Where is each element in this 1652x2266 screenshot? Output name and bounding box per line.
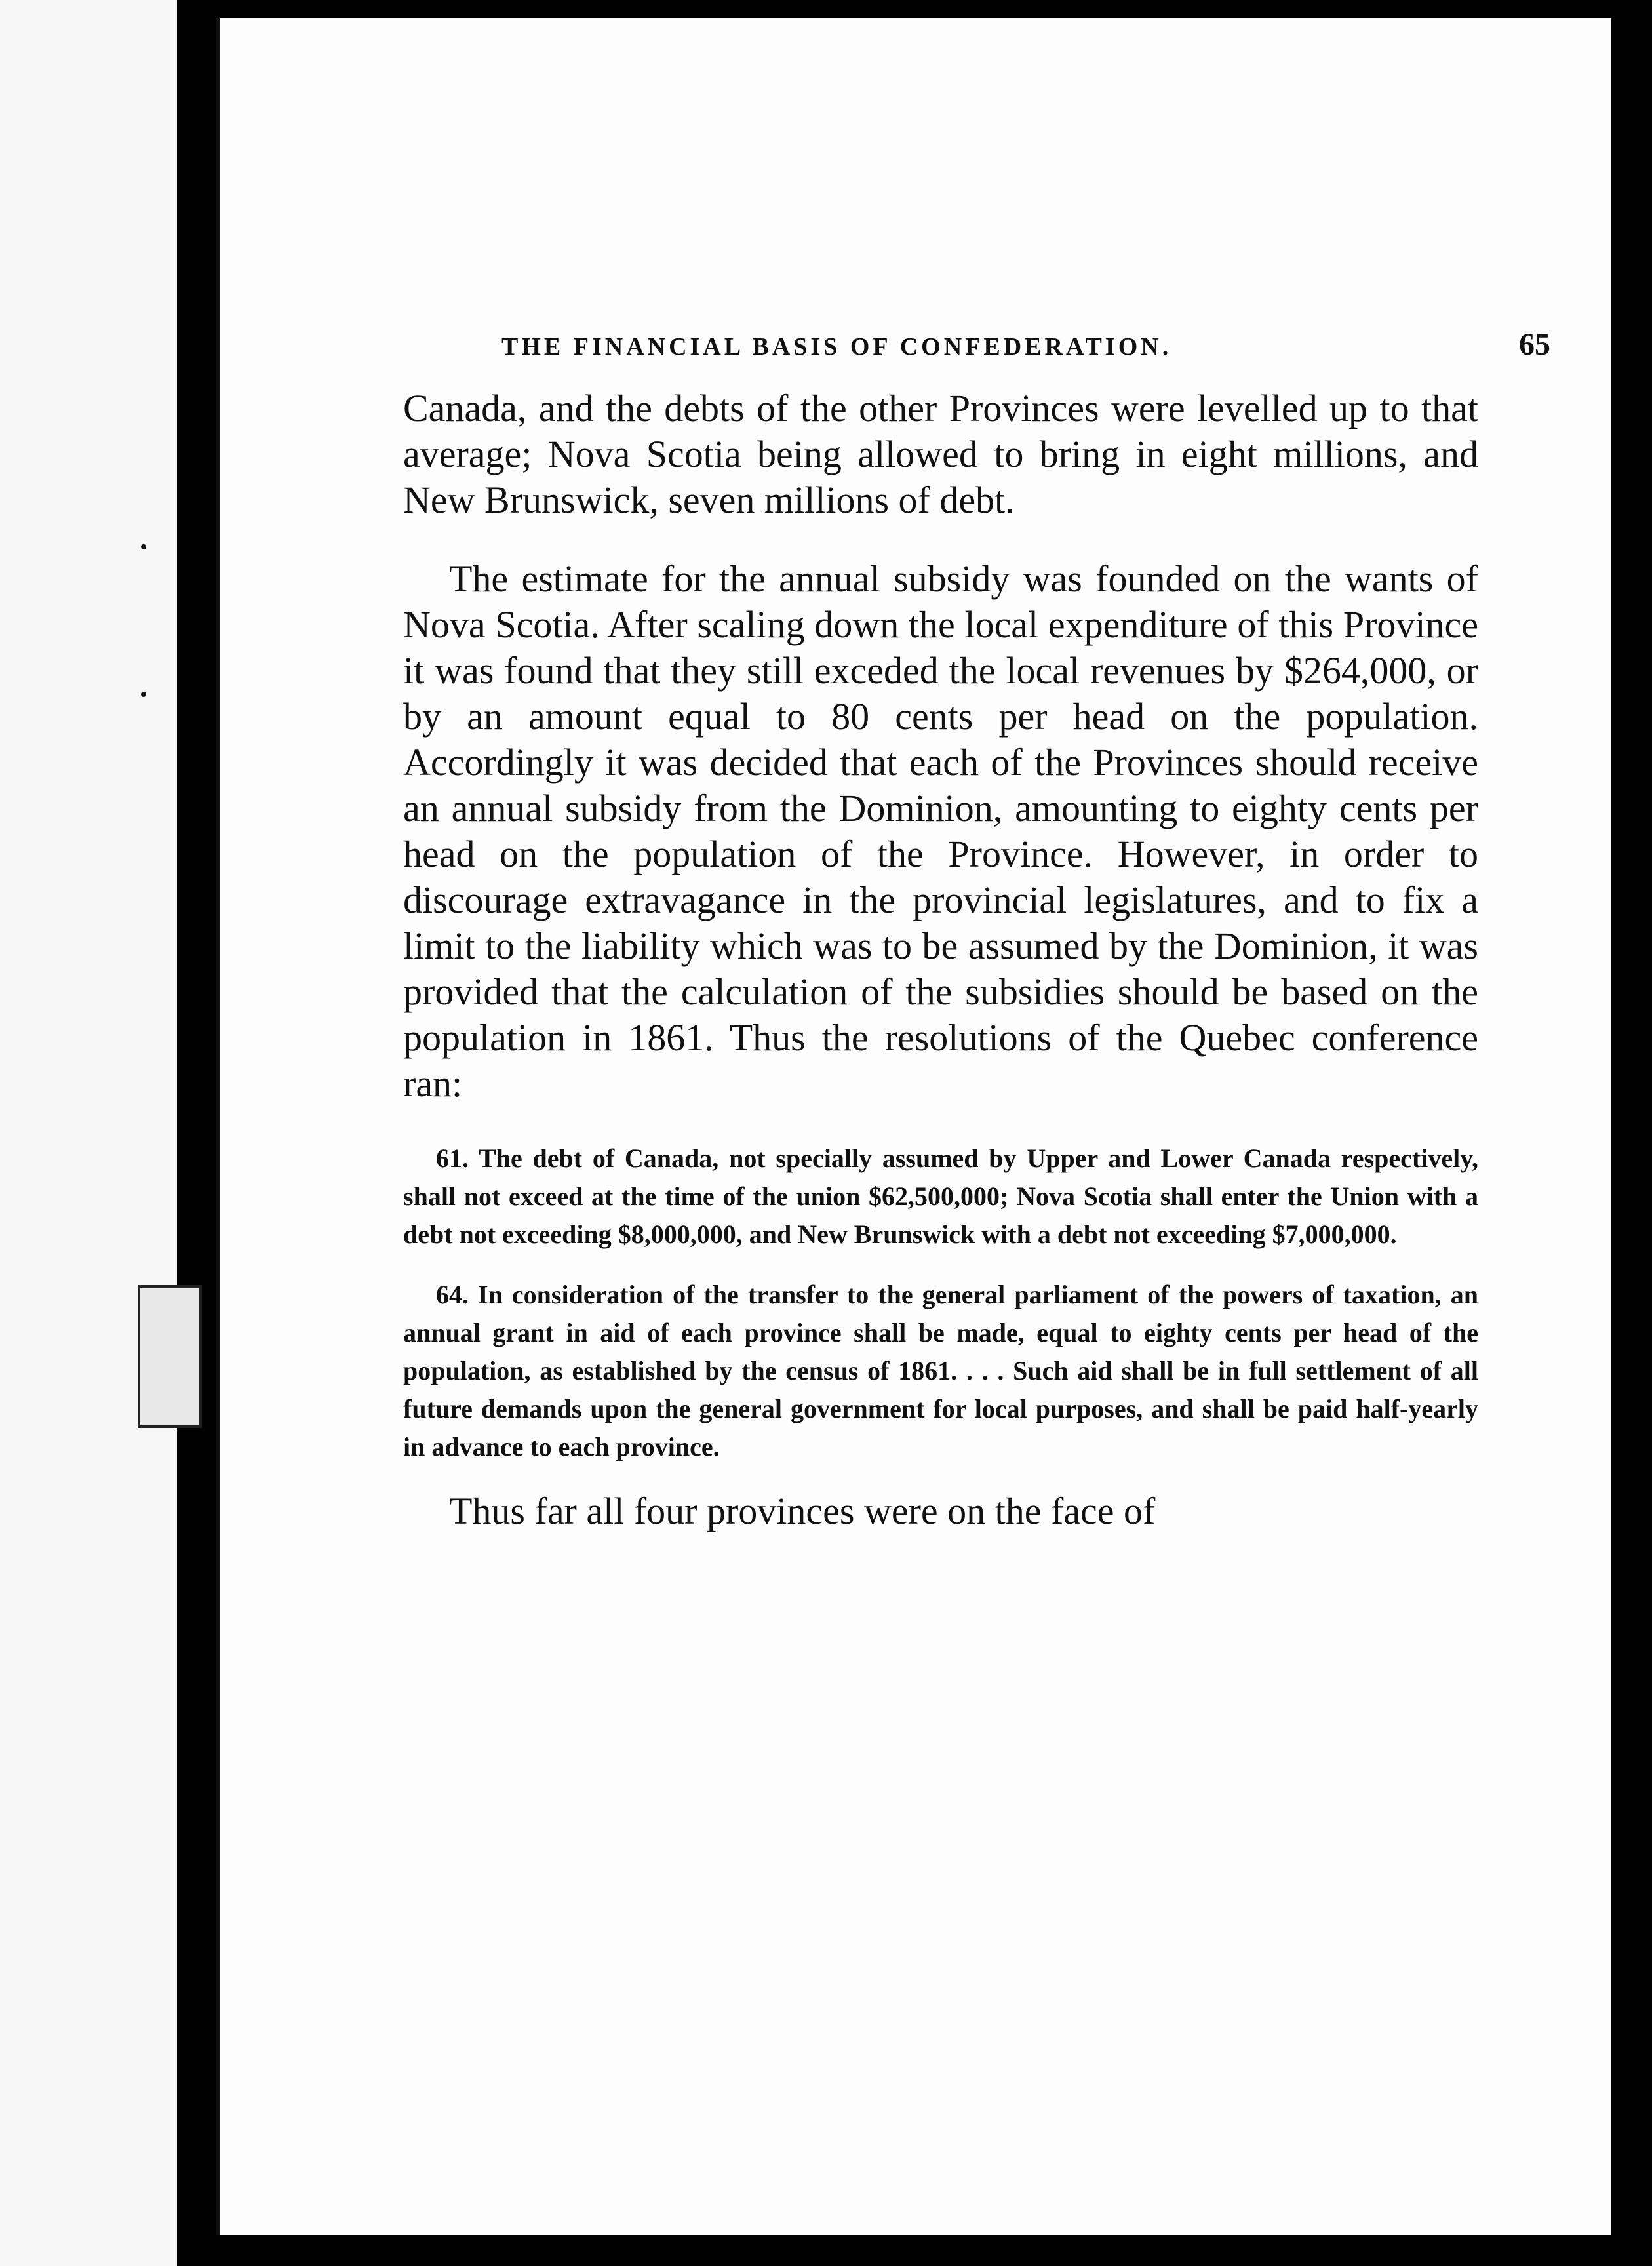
paragraph-continuation: Canada, and the debts of the other Provinces were levelled up to that average; Nova Scotia being allowed to bring in eight millions, and New Brunswick, seven millions of debt. [403,387,1478,521]
paragraph-closing: Thus far all four provinces were on the face of [449,1490,1156,1532]
page-header [502,327,1550,363]
margin-dot [141,692,146,697]
running-head: THE FINANCIAL BASIS OF CONFEDERATION. [502,333,1172,361]
page-edge [216,2235,1652,2266]
book-spine [177,0,216,2266]
page-number: 65 [1519,327,1550,362]
facing-page [0,0,190,2266]
book-page [216,18,1615,2235]
quoted-resolution-64: 64. In consideration of the transfer to the general parliament of the powers of taxation, an annual grant in aid of each province shall be made, equal to eighty cents per head of the population, as established by the census of 1861. . . . Such aid shall be in full settlement of all future demands upon the general government for local purposes, and shall be paid half-yearly in advance to each province. [403,1280,1478,1461]
quoted-resolution-61: 61. The debt of Canada, not specially assumed by Upper and Lower Canada respectively, shall not exceed at the time of the union $62,500,000; Nova Scotia shall enter the Union with a debt not exceeding $8,000,000, and New Brunswick with a debt not exceeding $7,000,000. [403,1143,1478,1249]
page-text [403,386,1478,1567]
binding-tab [138,1285,202,1428]
paragraph-subsidy: The estimate for the annual subsidy was founded on the wants of Nova Scotia. After scaling down the local expenditure of this Province it was found that they still exceded the local revenues by $264,000, or by an amount equal to 80 cents per head on the population. Accordingly it was decided that each of the Provinces should receive an annual subsidy from the Dominion, amounting to eighty cents per head on the population of the Province. However, in order to discourage extravagance in the provincial legislatures, and to fix a limit to the liability which was to be assumed by the Dominion, it was provided that the calculation of the subsidies should be based on the population in 1861. Thus the resolutions of the Quebec conference ran: [403,557,1478,1105]
margin-dot [141,544,146,549]
page-edge [1611,0,1652,2266]
